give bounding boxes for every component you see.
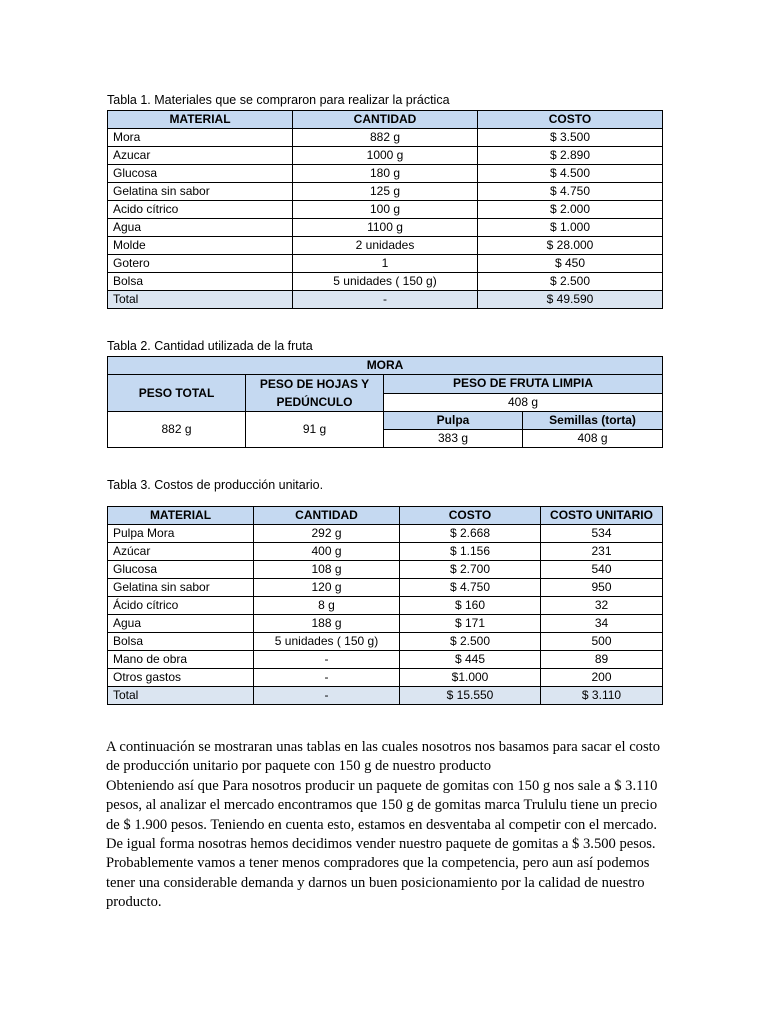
unit-cost-cell: 400 g: [254, 543, 400, 561]
materials-header-cell: COSTO: [478, 111, 663, 129]
table-row: [108, 687, 663, 705]
unit-cost-cell: 292 g: [254, 525, 400, 543]
materials-cell: $ 2.890: [478, 147, 663, 165]
unit-cost-cell: $1.000: [400, 669, 541, 687]
materials-cell: Gelatina sin sabor: [108, 183, 293, 201]
materials-cell: Gotero: [108, 255, 293, 273]
fruta-limpia-value: 408 g: [384, 393, 663, 412]
peso-hojas-header-line2: PEDÚNCULO: [276, 395, 353, 409]
semillas-value: 408 g: [523, 430, 663, 448]
materials-cell: Acido cítrico: [108, 201, 293, 219]
unit-cost-header-cell: CANTIDAD: [254, 507, 400, 525]
unit-cost-header-cell: MATERIAL: [108, 507, 254, 525]
unit-cost-cell: Ácido cítrico: [108, 597, 254, 615]
pulpa-value: 383 g: [384, 430, 523, 448]
analysis-paragraph: Obteniendo así que Para nosotros producir un paquete de gomitas con 150 g nos sale a $ 3.110 pesos, al analizar el mercado encontramos que 150 g de gomitas marca Trululu tiene un precio de $ 1.900 pesos. Teniendo en cuenta esto, estamos en desventaba al competir con el mercado. De igual forma nosotras hemos decidimos vender nuestro paquete de gomitas a $ 3.500 pesos. Probablemente vamos a tener menos compradores que la competencia, pero aun así podemos tener una considerable demanda y darnos un buen posicionamiento por la calidad de nuestro producto.: [106, 777, 658, 911]
table-row: [108, 255, 663, 273]
unit-cost-cell: 200: [541, 669, 663, 687]
unit-cost-cell: 540: [541, 561, 663, 579]
materials-cell: $ 2.000: [478, 201, 663, 219]
table-row: [108, 165, 663, 183]
table-row: [108, 273, 663, 291]
unit-cost-cell: -: [254, 669, 400, 687]
materials-cell: Total: [108, 291, 293, 309]
materials-cell: $ 3.500: [478, 129, 663, 147]
unit-cost-header-cell: COSTO UNITARIO: [541, 507, 663, 525]
table-row: [108, 412, 663, 430]
mora-title: MORA: [108, 357, 663, 375]
table-row: [108, 291, 663, 309]
unit-cost-cell: 120 g: [254, 579, 400, 597]
intro-paragraph: A continuación se mostraran unas tablas en las cuales nosotros nos basamos para sacar el costo de producción unitario por paquete con 150 g de nuestro producto: [106, 739, 660, 775]
table-row: [108, 597, 663, 615]
unit-cost-cell: $ 15.550: [400, 687, 541, 705]
table-row: [108, 633, 663, 651]
table-row: [108, 669, 663, 687]
unit-cost-cell: Azúcar: [108, 543, 254, 561]
materials-cell: 100 g: [293, 201, 478, 219]
table-header-row: [108, 357, 663, 375]
unit-cost-cell: $ 2.668: [400, 525, 541, 543]
unit-cost-cell: $ 2.700: [400, 561, 541, 579]
unit-cost-cell: $ 160: [400, 597, 541, 615]
unit-cost-cell: Agua: [108, 615, 254, 633]
table3-caption: Tabla 3. Costos de producción unitario.: [107, 478, 324, 492]
table-header-row: [108, 375, 663, 394]
unit-cost-cell: 8 g: [254, 597, 400, 615]
table-row: [108, 615, 663, 633]
peso-hojas-header: [246, 375, 384, 412]
materials-cell: $ 28.000: [478, 237, 663, 255]
table-row: [108, 237, 663, 255]
table-row: [108, 147, 663, 165]
unit-cost-cell: $ 445: [400, 651, 541, 669]
materials-table: [107, 110, 663, 309]
peso-hojas-value: 91 g: [246, 412, 384, 448]
unit-cost-cell: Mano de obra: [108, 651, 254, 669]
pulpa-header: Pulpa: [384, 412, 523, 430]
materials-cell: $ 1.000: [478, 219, 663, 237]
materials-cell: $ 450: [478, 255, 663, 273]
materials-cell: 180 g: [293, 165, 478, 183]
materials-cell: 882 g: [293, 129, 478, 147]
unit-cost-cell: 34: [541, 615, 663, 633]
materials-cell: 1: [293, 255, 478, 273]
unit-cost-cell: Glucosa: [108, 561, 254, 579]
table1-caption: Tabla 1. Materiales que se compraron para realizar la práctica: [107, 93, 450, 107]
unit-cost-table: [107, 506, 663, 705]
materials-header-cell: CANTIDAD: [293, 111, 478, 129]
unit-cost-cell: Bolsa: [108, 633, 254, 651]
materials-cell: $ 4.750: [478, 183, 663, 201]
materials-cell: Agua: [108, 219, 293, 237]
unit-cost-cell: $ 4.750: [400, 579, 541, 597]
unit-cost-cell: Pulpa Mora: [108, 525, 254, 543]
unit-cost-cell: $ 1.156: [400, 543, 541, 561]
materials-cell: Azucar: [108, 147, 293, 165]
unit-cost-cell: 500: [541, 633, 663, 651]
materials-cell: -: [293, 291, 478, 309]
unit-cost-cell: 231: [541, 543, 663, 561]
table-header-row: [108, 111, 663, 129]
materials-cell: 2 unidades: [293, 237, 478, 255]
fruta-limpia-header: PESO DE FRUTA LIMPIA: [384, 375, 663, 394]
unit-cost-cell: -: [254, 687, 400, 705]
semillas-header: Semillas (torta): [523, 412, 663, 430]
materials-cell: Mora: [108, 129, 293, 147]
materials-cell: 5 unidades ( 150 g): [293, 273, 478, 291]
unit-cost-cell: $ 2.500: [400, 633, 541, 651]
table-header-row: [108, 507, 663, 525]
materials-cell: 125 g: [293, 183, 478, 201]
materials-cell: $ 4.500: [478, 165, 663, 183]
peso-total-header: PESO TOTAL: [108, 375, 246, 412]
fruit-quantity-table: [107, 356, 663, 448]
table-row: [108, 219, 663, 237]
materials-cell: 1100 g: [293, 219, 478, 237]
table-row: [108, 543, 663, 561]
materials-cell: Glucosa: [108, 165, 293, 183]
unit-cost-cell: 188 g: [254, 615, 400, 633]
unit-cost-cell: -: [254, 651, 400, 669]
materials-cell: $ 2.500: [478, 273, 663, 291]
table-row: [108, 129, 663, 147]
materials-cell: $ 49.590: [478, 291, 663, 309]
table-row: [108, 561, 663, 579]
unit-cost-cell: Gelatina sin sabor: [108, 579, 254, 597]
unit-cost-header-cell: COSTO: [400, 507, 541, 525]
table-row: [108, 651, 663, 669]
unit-cost-cell: 89: [541, 651, 663, 669]
unit-cost-cell: Otros gastos: [108, 669, 254, 687]
materials-cell: Bolsa: [108, 273, 293, 291]
conclusion-text: [106, 738, 666, 913]
table-row: [108, 183, 663, 201]
peso-hojas-header-line1: PESO DE HOJAS Y: [259, 377, 370, 391]
materials-cell: 1000 g: [293, 147, 478, 165]
unit-cost-cell: Total: [108, 687, 254, 705]
table2-caption: Tabla 2. Cantidad utilizada de la fruta: [107, 339, 313, 353]
table-row: [108, 579, 663, 597]
unit-cost-cell: 32: [541, 597, 663, 615]
unit-cost-cell: $ 171: [400, 615, 541, 633]
materials-cell: Molde: [108, 237, 293, 255]
unit-cost-cell: 950: [541, 579, 663, 597]
unit-cost-cell: 108 g: [254, 561, 400, 579]
unit-cost-cell: 534: [541, 525, 663, 543]
table-row: [108, 201, 663, 219]
table-row: [108, 525, 663, 543]
unit-cost-cell: $ 3.110: [541, 687, 663, 705]
peso-total-value: 882 g: [108, 412, 246, 448]
materials-header-cell: MATERIAL: [108, 111, 293, 129]
unit-cost-cell: 5 unidades ( 150 g): [254, 633, 400, 651]
